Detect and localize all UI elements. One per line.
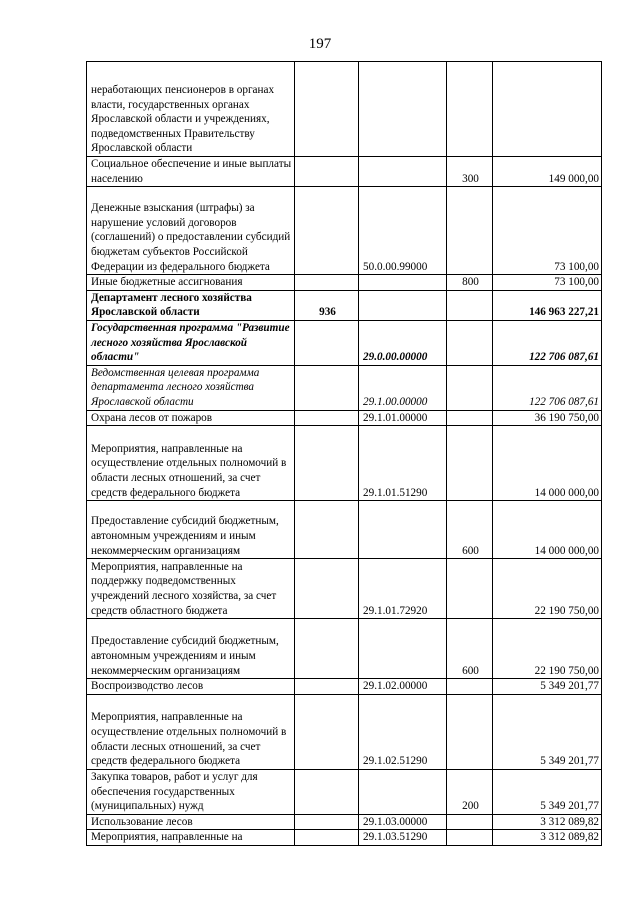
amount-cell: 5 349 201,77 [493,694,602,769]
department-code-cell [295,62,359,157]
target-article-cell: 29.1.03.51290 [359,830,447,846]
expense-type-cell: 200 [447,769,493,814]
amount-cell: 3 312 089,82 [493,814,602,830]
amount-cell: 14 000 000,00 [493,426,602,501]
row-name-cell: Социальное обеспечение и иные выплаты населению [87,157,295,187]
target-article-cell [359,275,447,291]
row-name-cell: Использование лесов [87,814,295,830]
amount-cell: 5 349 201,77 [493,769,602,814]
department-code-cell [295,501,359,559]
row-name-cell: Закупка товаров, работ и услуг для обеспечения государственных (муниципальных) нужд [87,769,295,814]
department-code-cell: 936 [295,290,359,320]
row-name-cell: Мероприятия, направленные на осуществление отдельных полномочий в области лесных отношений, за счет средств федерального бюджета [87,426,295,501]
table-row [87,501,602,559]
amount-cell: 22 190 750,00 [493,559,602,619]
expense-type-cell [447,365,493,410]
target-article-cell: 29.1.03.00000 [359,814,447,830]
department-code-cell [295,619,359,679]
department-code-cell [295,320,359,365]
expense-type-cell [447,187,493,275]
table-row [87,157,602,187]
expense-type-cell [447,559,493,619]
target-article-cell: 29.1.00.00000 [359,365,447,410]
row-name-cell: Иные бюджетные ассигнования [87,275,295,291]
page-number: 197 [308,36,332,52]
department-code-cell [295,559,359,619]
department-code-cell [295,157,359,187]
amount-cell: 149 000,00 [493,157,602,187]
row-name-cell: Предоставление субсидий бюджетным, автономным учреждениям и иным некоммерческим организациям [87,501,295,559]
table-row [87,410,602,426]
amount-cell: 146 963 227,21 [493,290,602,320]
target-article-cell [359,290,447,320]
row-name-cell: Мероприятия, направленные на [87,830,295,846]
row-name-cell: Денежные взыскания (штрафы) за нарушение условий договоров (соглашений) о предоставлении субсидий бюджетам субъектов Российской Федерации из федерального бюджета [87,187,295,275]
target-article-cell: 50.0.00.99000 [359,187,447,275]
row-name-cell: Охрана лесов от пожаров [87,410,295,426]
table-row [87,320,602,365]
amount-cell: 5 349 201,77 [493,679,602,695]
row-name-cell: Воспроизводство лесов [87,679,295,695]
table-row [87,426,602,501]
target-article-cell: 29.0.00.00000 [359,320,447,365]
expense-type-cell: 300 [447,157,493,187]
expense-type-cell: 600 [447,501,493,559]
table-row [87,62,602,157]
row-name-cell: Мероприятия, направленные на поддержку подведомственных учреждений лесного хозяйства, за счет средств областного бюджета [87,559,295,619]
department-code-cell [295,365,359,410]
table-row [87,679,602,695]
amount-cell: 36 190 750,00 [493,410,602,426]
row-name-cell: Мероприятия, направленные на осуществление отдельных полномочий в области лесных отношений, за счет средств федерального бюджета [87,694,295,769]
department-code-cell [295,426,359,501]
department-code-cell [295,679,359,695]
amount-cell: 3 312 089,82 [493,830,602,846]
amount-cell: 73 100,00 [493,275,602,291]
amount-cell: 22 190 750,00 [493,619,602,679]
target-article-cell [359,619,447,679]
table-row [87,619,602,679]
table-row [87,769,602,814]
expense-type-cell [447,320,493,365]
table-row [87,559,602,619]
row-name-cell: неработающих пенсионеров в органах власти, государственных органах Ярославской области и учреждениях, подведомственных Правительству Ярославской области [87,62,295,157]
row-name-cell: Предоставление субсидий бюджетным, автономным учреждениям и иным некоммерческим организациям [87,619,295,679]
expense-type-cell: 800 [447,275,493,291]
target-article-cell: 29.1.02.51290 [359,694,447,769]
amount-cell: 122 706 087,61 [493,320,602,365]
target-article-cell: 29.1.01.51290 [359,426,447,501]
expense-type-cell [447,830,493,846]
expense-type-cell [447,694,493,769]
department-code-cell [295,275,359,291]
row-name-cell: Департамент лесного хозяйства Ярославской области [87,290,295,320]
department-code-cell [295,769,359,814]
amount-cell [493,62,602,157]
table-row [87,187,602,275]
expense-type-cell [447,679,493,695]
target-article-cell: 29.1.02.00000 [359,679,447,695]
department-code-cell [295,187,359,275]
amount-cell: 14 000 000,00 [493,501,602,559]
department-code-cell [295,410,359,426]
target-article-cell [359,501,447,559]
table-row [87,814,602,830]
expense-type-cell [447,426,493,501]
expense-type-cell: 600 [447,619,493,679]
row-name-cell: Ведомственная целевая программа департамента лесного хозяйства Ярославской области [87,365,295,410]
row-name-cell: Государственная программа "Развитие лесного хозяйства Ярославской области" [87,320,295,365]
expense-type-cell [447,62,493,157]
target-article-cell: 29.1.01.00000 [359,410,447,426]
department-code-cell [295,830,359,846]
table-row [87,290,602,320]
amount-cell: 122 706 087,61 [493,365,602,410]
target-article-cell: 29.1.01.72920 [359,559,447,619]
department-code-cell [295,814,359,830]
expense-type-cell [447,290,493,320]
budget-table [86,61,602,846]
target-article-cell [359,157,447,187]
amount-cell: 73 100,00 [493,187,602,275]
expense-type-cell [447,410,493,426]
target-article-cell [359,769,447,814]
budget-table-body [87,62,602,846]
table-row [87,365,602,410]
department-code-cell [295,694,359,769]
expense-type-cell [447,814,493,830]
table-row [87,694,602,769]
target-article-cell [359,62,447,157]
table-row [87,830,602,846]
table-row [87,275,602,291]
